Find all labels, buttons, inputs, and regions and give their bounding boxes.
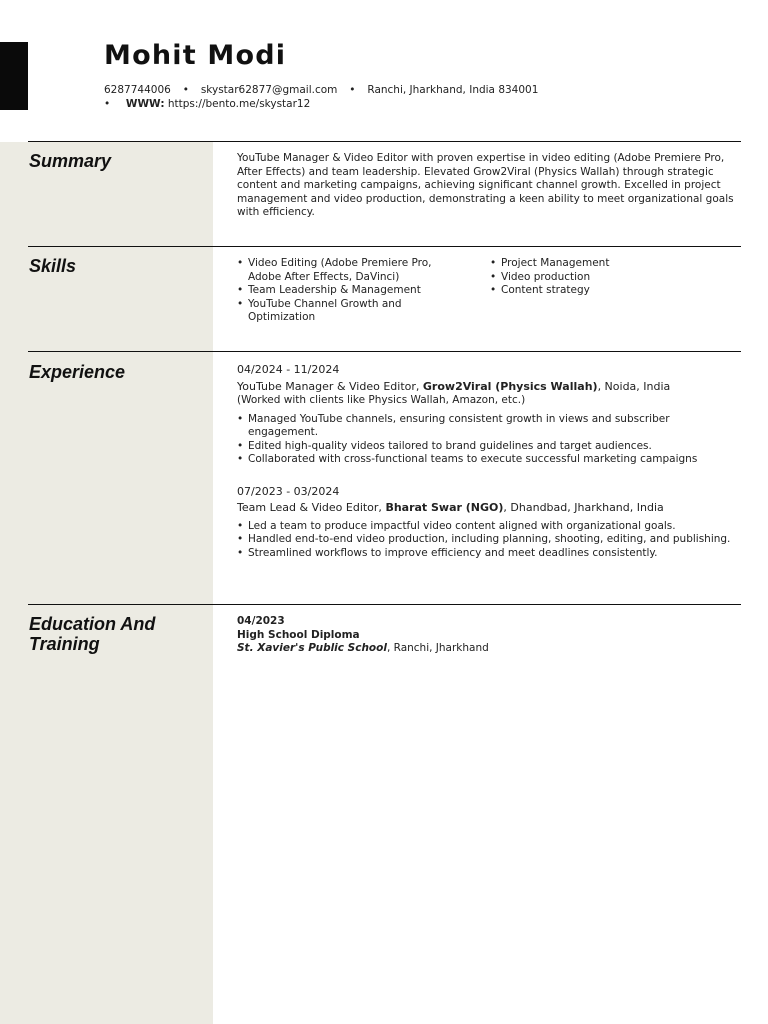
job-bullet-list xyxy=(237,413,742,467)
job-bullet: • Managed YouTube channels, ensuring consistent growth in views and subscriber engagement. xyxy=(237,413,742,440)
header-accent-block xyxy=(0,42,28,110)
job-dates: 07/2023 - 03/2024 xyxy=(237,484,340,498)
bullet-separator: • xyxy=(182,84,189,96)
skill-item: • Content strategy xyxy=(490,284,730,298)
job-role: YouTube Manager & Video Editor, xyxy=(237,379,420,393)
skill-item: • Project Management xyxy=(490,257,730,271)
education-section xyxy=(237,615,742,656)
education-location: , Ranchi, Jharkhand xyxy=(386,642,489,654)
skill-item: • Team Leadership & Management xyxy=(237,284,462,298)
job-location: , Dhandbad, Jharkhand, India xyxy=(503,501,664,514)
contact-info xyxy=(104,84,538,111)
education-date: 04/2023 xyxy=(237,615,285,627)
skill-item: • Video production xyxy=(490,271,730,285)
job-dates: 04/2024 - 11/2024 xyxy=(237,363,340,376)
website-link[interactable]: https://bento.me/skystar12 xyxy=(167,97,311,110)
job-bullet: • Collaborated with cross-functional teams to execute successful marketing campaigns xyxy=(237,453,742,467)
www-label: WWW: xyxy=(125,97,165,110)
job-company: Bharat Swar (NGO) xyxy=(385,501,504,514)
summary-section xyxy=(237,152,742,220)
job-entry xyxy=(237,363,742,467)
education-heading: Education And Training xyxy=(29,614,156,654)
section-divider xyxy=(28,604,741,605)
skill-item: • YouTube Channel Growth and Optimization xyxy=(237,298,462,325)
job-title-line xyxy=(237,501,742,515)
job-title-line xyxy=(237,380,742,394)
summary-text: YouTube Manager & Video Editor with proven expertise in video editing (Adobe Premiere Pro, After Effects) and team leadership. Elevated Grow2Viral (Physics Wallah) through strategic content and marketing campaigns, achieving significant channel growth. Excelled in project management and video production, demonstrating a keen ability to meet organizational goals with efficiency. xyxy=(237,152,734,218)
job-bullet: • Edited high-quality videos tailored to brand guidelines and target audiences. xyxy=(237,440,742,454)
education-school-line xyxy=(237,642,742,656)
phone-number: 6287744006 xyxy=(104,84,171,96)
section-divider xyxy=(28,351,741,352)
job-company: Grow2Viral (Physics Wallah) xyxy=(422,379,598,393)
job-bullet-list xyxy=(237,520,742,561)
job-role: Team Lead & Video Editor, xyxy=(237,501,382,514)
skill-item: • Video Editing (Adobe Premiere Pro, Adobe After Effects, DaVinci) xyxy=(237,257,462,284)
bullet-separator: • xyxy=(349,84,356,96)
education-degree: High School Diploma xyxy=(237,628,360,641)
address: Ranchi, Jharkhand, India 834001 xyxy=(367,84,539,96)
skills-list-right xyxy=(490,257,730,298)
education-school: St. Xavier's Public School xyxy=(237,642,387,654)
email-address[interactable]: skystar62877@gmail.com xyxy=(200,84,338,96)
job-bullet: • Streamlined workflows to improve efficiency and meet deadlines consistently. xyxy=(237,547,742,561)
job-bullet: • Handled end-to-end video production, including planning, shooting, editing, and publishing. xyxy=(237,533,742,547)
bullet-separator: • xyxy=(104,97,111,110)
skills-list-left xyxy=(237,257,462,325)
skills-heading: Skills xyxy=(29,256,77,276)
experience-section xyxy=(237,363,742,560)
job-bullet: • Led a team to produce impactful video content aligned with organizational goals. xyxy=(237,520,742,534)
job-note: (Worked with clients like Physics Wallah, Amazon, etc.) xyxy=(237,394,526,406)
summary-heading: Summary xyxy=(29,151,112,171)
candidate-name: Mohit Modi xyxy=(104,40,287,71)
experience-heading: Experience xyxy=(29,362,126,382)
job-entry xyxy=(237,485,742,561)
section-divider xyxy=(28,141,741,142)
skills-section xyxy=(237,257,742,327)
section-divider xyxy=(28,246,741,247)
job-location: , Noida, India xyxy=(597,379,671,393)
